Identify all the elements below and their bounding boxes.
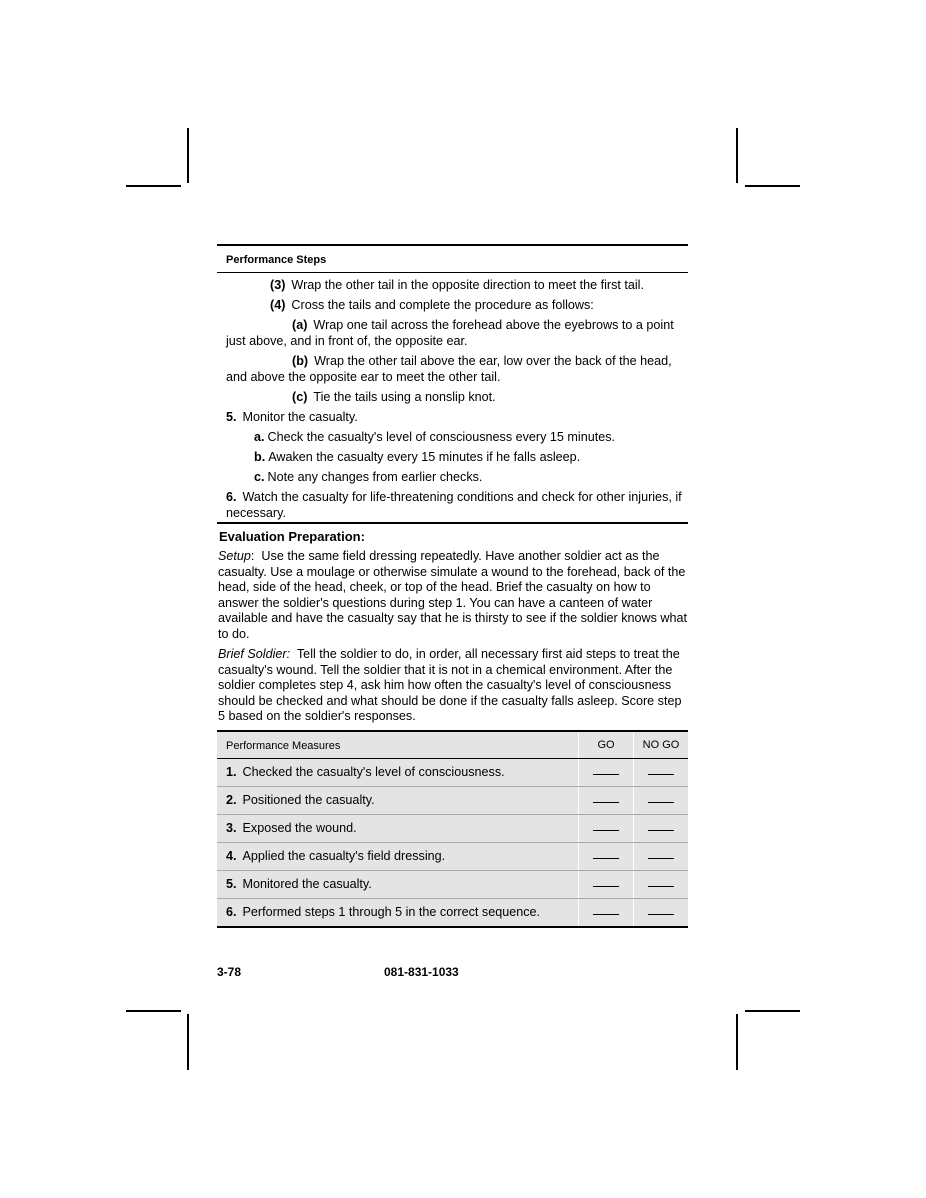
setup-text: Use the same field dressing repeatedly. Have another soldier act as the casualty. Use a moulage or otherwise simulate a wound to the forehead, back of the head, side of the head, cheek, or top of the head. Brief the casualty on how to answer the soldier's questions during step 1. You can have a canteen of water available and have the casualty say that he is thirsty to see if the soldier knows what to do. [218, 549, 688, 641]
nogo-blank[interactable] [634, 758, 689, 786]
crop-mark-bottom-right-horizontal [745, 1010, 800, 1012]
page-number: 3-78 [217, 965, 242, 979]
brief-soldier-label: Brief Soldier: [218, 647, 291, 661]
step-5b: b. Awaken the casualty every 15 minutes if he falls asleep. [254, 450, 581, 464]
table-row [217, 870, 688, 898]
measure-text: 4. Applied the casualty's field dressing. [217, 842, 579, 870]
go-blank[interactable] [579, 898, 634, 927]
brief-soldier-text: Tell the soldier to do, in order, all necessary first aid steps to treat the casualty's wound. Tell the soldier that it is not in a chemical environment. After the soldier completes step 4, ask him how often the casualty's level of consciousness should be checked and what should be done if the casualty falls asleep. Score step 5 based on the soldier's responses. [218, 647, 682, 723]
nogo-blank[interactable] [634, 842, 689, 870]
measure-text: 2. Positioned the casualty. [217, 786, 579, 814]
evaluation-title: Evaluation Preparation: [219, 529, 365, 544]
crop-mark-top-left-horizontal [126, 185, 181, 187]
crop-mark-bottom-left-horizontal [126, 1010, 181, 1012]
step-5: 5. Monitor the casualty. [226, 410, 358, 424]
measures-header-row [217, 731, 688, 759]
page-content [217, 244, 688, 928]
table-row [217, 842, 688, 870]
setup-paragraph: Setup: Use the same field dressing repeatedly. Have another soldier act as the casualty. Use a moulage or otherwise simulate a wound to the forehead, back of the head, side of the head, cheek, or top of the head. Brief the casualty on how to answer the soldier's questions during step 1. You can have a canteen of water available and have the casualty say that he is thirsty to see if the soldier knows what to do. [218, 549, 688, 641]
nogo-blank[interactable] [634, 814, 689, 842]
crop-mark-top-right-horizontal [745, 185, 800, 187]
measure-text: 3. Exposed the wound. [217, 814, 579, 842]
go-blank[interactable] [579, 814, 634, 842]
crop-mark-bottom-right-vertical [736, 1014, 738, 1070]
table-row [217, 814, 688, 842]
step-3: (3) Wrap the other tail in the opposite direction to meet the first tail. [270, 278, 644, 292]
table-row [217, 898, 688, 927]
measure-text: 5. Monitored the casualty. [217, 870, 579, 898]
step-6: 6. Watch the casualty for life-threatening conditions and check for other injuries, if necessary. [226, 490, 682, 520]
measure-text: 6. Performed steps 1 through 5 in the correct sequence. [217, 898, 579, 927]
nogo-blank[interactable] [634, 898, 689, 927]
performance-measures-table [217, 730, 688, 928]
step-4a: (a) Wrap one tail across the forehead above the eyebrows to a point just above, and in front of, the opposite ear. [226, 318, 674, 348]
performance-steps-header: Performance Steps [217, 246, 688, 273]
step-4: (4) Cross the tails and complete the procedure as follows: [270, 298, 594, 312]
nogo-header: NO GO [634, 731, 689, 759]
nogo-blank[interactable] [634, 786, 689, 814]
step-5c: c. Note any changes from earlier checks. [254, 470, 483, 484]
brief-soldier-paragraph [218, 647, 688, 725]
go-blank[interactable] [579, 870, 634, 898]
table-row [217, 758, 688, 786]
nogo-blank[interactable] [634, 870, 689, 898]
step-4b: (b) Wrap the other tail above the ear, low over the back of the head, and above the opposite ear to meet the other tail. [226, 354, 672, 384]
crop-mark-bottom-left-vertical [187, 1014, 189, 1070]
performance-steps [217, 273, 688, 521]
go-blank[interactable] [579, 758, 634, 786]
crop-mark-top-right-vertical [736, 128, 738, 183]
crop-mark-top-left-vertical [187, 128, 189, 183]
step-5a: a. Check the casualty's level of consciousness every 15 minutes. [254, 430, 616, 444]
go-blank[interactable] [579, 842, 634, 870]
table-row [217, 786, 688, 814]
measure-text: 1. Checked the casualty's level of consciousness. [217, 758, 579, 786]
performance-measures-header: Performance Measures [217, 731, 579, 759]
evaluation-preparation [217, 524, 688, 725]
step-4c: (c) Tie the tails using a nonslip knot. [292, 390, 496, 404]
go-header: GO [579, 731, 634, 759]
setup-label: Setup [218, 549, 251, 563]
document-number: 081-831-1033 [384, 965, 459, 979]
go-blank[interactable] [579, 786, 634, 814]
